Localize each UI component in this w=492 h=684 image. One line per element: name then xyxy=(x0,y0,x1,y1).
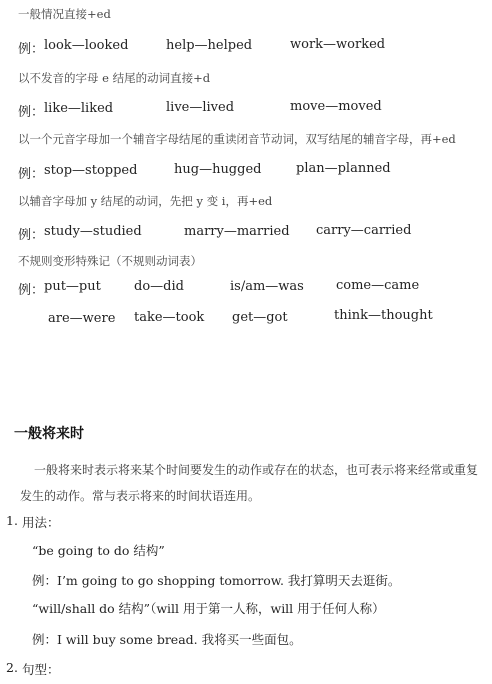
rule-silent-e: 以不发音的字母 e 结尾的动词直接+d xyxy=(18,71,211,85)
example-prefix: 例： xyxy=(18,105,45,120)
structure-will-shall: “will/shall do 结构”（will 用于第一人称，will 用于任何人称） xyxy=(32,601,385,616)
item-label: 句型： xyxy=(22,662,60,677)
rule-consonant-y: 以辅音字母加 y 结尾的动词，先把 y 变 i，再+ed xyxy=(18,194,273,208)
verb-pair: help—helped xyxy=(166,38,253,53)
intro-line-2: 发生的动作。常与表示将来的时间状语连用。 xyxy=(20,489,261,503)
example-will: 例：I will buy some bread. 我将买一些面包。 xyxy=(32,632,302,647)
verb-pair: move—moved xyxy=(290,99,382,114)
section-title: 一般将来时 xyxy=(14,426,84,442)
verb-pair: is/am—was xyxy=(230,279,304,294)
verb-pair: hug—hugged xyxy=(174,162,262,177)
item-number: 2. xyxy=(6,660,18,675)
intro-line-1: 一般将来时表示将来某个时间要发生的动作或存在的状态，也可表示将来经常或重复 xyxy=(34,463,479,477)
verb-pair: work—worked xyxy=(290,37,386,52)
item-number: 1. xyxy=(6,513,18,528)
verb-pair: think—thought xyxy=(334,308,433,323)
example-be-going-to: 例：I’m going to go shopping tomorrow. 我打算明天去逛街。 xyxy=(32,573,401,588)
verb-pair: study—studied xyxy=(44,224,142,239)
verb-pair: carry—carried xyxy=(316,223,412,238)
verb-pair: stop—stopped xyxy=(44,163,138,178)
verb-pair: like—liked xyxy=(44,101,114,116)
example-prefix: 例： xyxy=(18,167,45,182)
verb-pair: look—looked xyxy=(44,38,129,53)
verb-pair: are—were xyxy=(48,311,116,326)
verb-pair: take—took xyxy=(134,310,205,325)
verb-pair: do—did xyxy=(134,279,184,294)
verb-pair: plan—planned xyxy=(296,161,391,176)
item-label: 用法： xyxy=(22,515,60,530)
verb-pair: live—lived xyxy=(166,100,235,115)
verb-pair: marry—married xyxy=(184,224,290,239)
example-prefix: 例： xyxy=(18,228,45,243)
example-prefix: 例： xyxy=(18,42,45,57)
verb-pair: put—put xyxy=(44,279,101,294)
verb-pair: get—got xyxy=(232,310,288,325)
rule-regular: 一般情况直接+ed xyxy=(18,7,111,21)
structure-be-going-to: “be going to do 结构” xyxy=(32,543,165,558)
rule-irregular: 不规则变形特殊记（不规则动词表） xyxy=(18,254,202,268)
example-prefix: 例： xyxy=(18,283,45,298)
verb-pair: come—came xyxy=(336,278,420,293)
rule-double-consonant: 以一个元音字母加一个辅音字母结尾的重读闭音节动词，双写结尾的辅音字母，再+ed xyxy=(18,132,456,146)
